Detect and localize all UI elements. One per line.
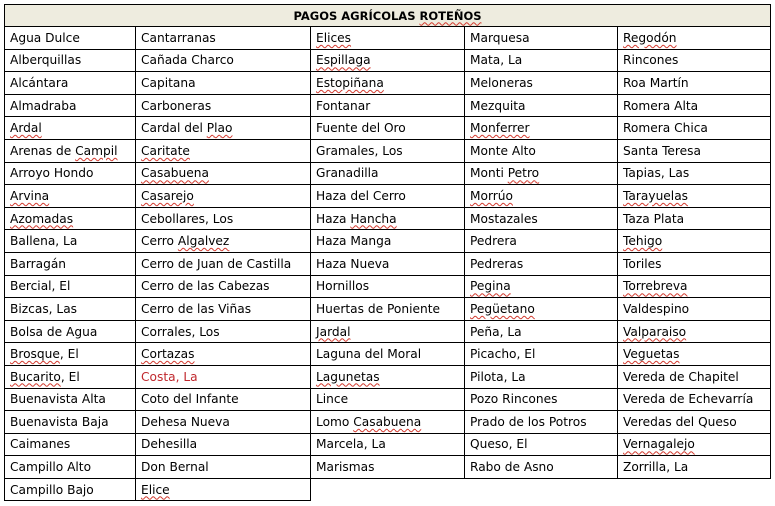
table-row	[5, 252, 771, 275]
pago-cell	[465, 411, 618, 434]
pago-name: Pilota, La	[470, 369, 526, 384]
pago-name: Monferrer	[470, 121, 530, 136]
pago-name: Lagunetas	[316, 369, 380, 384]
pago-name: Brosque, El	[10, 347, 79, 362]
pago-name: Corrales, Los	[141, 324, 220, 339]
pago-name: Alcántara	[10, 75, 69, 90]
pago-cell	[311, 433, 465, 456]
pago-cell	[465, 49, 618, 72]
pago-name: Costa, La	[141, 369, 198, 384]
pago-name: Elices	[316, 30, 352, 45]
pago-name: Arroyo Hondo	[10, 166, 94, 181]
pago-cell	[136, 433, 311, 456]
pago-cell	[311, 185, 465, 208]
pago-cell	[465, 139, 618, 162]
table-header-row	[5, 5, 771, 27]
pago-cell	[136, 72, 311, 95]
pago-name: Romera Chica	[623, 121, 708, 136]
pago-cell	[618, 117, 771, 140]
table-row	[5, 27, 771, 50]
pago-cell	[465, 162, 618, 185]
pago-cell	[136, 252, 311, 275]
pago-name: Vereda de Echevarría	[623, 392, 754, 407]
pago-cell	[5, 252, 136, 275]
pago-cell	[136, 139, 311, 162]
pago-name: Espillaga	[316, 53, 371, 68]
pago-name: Cañada Charco	[141, 53, 234, 68]
pago-name: Vereda de Chapitel	[623, 369, 739, 384]
pago-name: Rabo de Asno	[470, 460, 554, 475]
pago-name: Lince	[316, 392, 349, 407]
pago-cell	[465, 275, 618, 298]
pago-name: Alberquillas	[10, 53, 82, 68]
empty-cell	[311, 478, 465, 501]
pago-name: Meloneras	[470, 75, 533, 90]
table-row	[5, 94, 771, 117]
pago-name: Casarejo	[141, 188, 194, 203]
table-title-part: ROTEÑOS	[419, 8, 482, 23]
pago-cell	[618, 343, 771, 366]
pago-name: Bercial, El	[10, 279, 71, 294]
pago-cell	[311, 298, 465, 321]
pago-cell	[5, 478, 136, 501]
pago-cell	[5, 49, 136, 72]
pago-cell	[618, 411, 771, 434]
pago-cell	[465, 456, 618, 479]
pago-cell	[136, 275, 311, 298]
pago-cell	[136, 185, 311, 208]
pago-cell	[618, 230, 771, 253]
pago-cell	[136, 230, 311, 253]
pago-name: Monte Alto	[470, 143, 536, 158]
pago-name: Pozo Rincones	[470, 392, 558, 407]
pago-cell	[618, 456, 771, 479]
pago-cell	[311, 27, 465, 50]
pago-cell	[136, 343, 311, 366]
pago-name: Cerro Algalvez	[141, 234, 230, 249]
pago-cell	[311, 139, 465, 162]
table-row	[5, 117, 771, 140]
pago-name: Gramales, Los	[316, 143, 403, 158]
pago-name: Casabuena	[141, 166, 209, 181]
pago-name: Taza Plata	[623, 211, 685, 226]
pago-cell	[136, 27, 311, 50]
pago-cell	[311, 365, 465, 388]
pago-name: Cerro de las Cabezas	[141, 279, 270, 294]
pago-name: Cantarranas	[141, 30, 216, 45]
pago-cell	[311, 230, 465, 253]
pago-cell	[311, 388, 465, 411]
pago-name: Granadilla	[316, 166, 379, 181]
pago-name: Cerro de Juan de Castilla	[141, 256, 292, 271]
pago-cell	[465, 117, 618, 140]
pago-cell	[311, 252, 465, 275]
pago-cell	[618, 72, 771, 95]
pago-name: Cebollares, Los	[141, 211, 234, 226]
pago-name: Bolsa de Agua	[10, 324, 98, 339]
table-row	[5, 185, 771, 208]
pago-cell	[618, 94, 771, 117]
pago-name: Fontanar	[316, 98, 371, 113]
table-title	[5, 5, 771, 27]
pago-cell	[5, 298, 136, 321]
pago-name: Cortazas	[141, 347, 195, 362]
pago-name: Haza Manga	[316, 234, 392, 249]
empty-cell	[465, 478, 618, 501]
pago-cell	[5, 162, 136, 185]
pago-name: Mata, La	[470, 53, 523, 68]
pago-cell	[136, 478, 311, 501]
table-row	[5, 478, 771, 501]
pago-name: Marcela, La	[316, 437, 386, 452]
table-row	[5, 72, 771, 95]
pago-cell	[618, 162, 771, 185]
pago-name: Agua Dulce	[10, 30, 80, 45]
pago-cell	[5, 433, 136, 456]
pago-name: Pedreras	[470, 256, 524, 271]
pago-name: Haza del Cerro	[316, 188, 406, 203]
table-row	[5, 49, 771, 72]
pago-cell	[5, 320, 136, 343]
pago-name: Barragán	[10, 256, 67, 271]
pago-name: Pegüetano	[470, 301, 535, 316]
pago-cell	[136, 456, 311, 479]
pago-cell	[465, 343, 618, 366]
pago-cell	[465, 230, 618, 253]
pago-name: Torrebreva	[623, 279, 688, 294]
table-row	[5, 298, 771, 321]
pago-name: Cardal del Plao	[141, 121, 233, 136]
pago-cell	[136, 298, 311, 321]
pago-cell	[136, 320, 311, 343]
pago-cell	[311, 207, 465, 230]
pago-name: Azomadas	[10, 211, 74, 226]
pago-cell	[5, 27, 136, 50]
pago-name: Elice	[141, 482, 170, 497]
pago-name: Laguna del Moral	[316, 347, 422, 362]
pago-cell	[311, 456, 465, 479]
pago-name: Estopiñana	[316, 75, 384, 90]
table-row	[5, 433, 771, 456]
pago-name: Prado de los Potros	[470, 414, 587, 429]
table-row	[5, 365, 771, 388]
pago-cell	[136, 162, 311, 185]
pago-name: Pegina	[470, 279, 511, 294]
pago-name: Cerro de las Viñas	[141, 301, 252, 316]
pago-cell	[618, 27, 771, 50]
pago-cell	[5, 185, 136, 208]
pago-name: Haza Nueva	[316, 256, 390, 271]
pago-cell	[465, 72, 618, 95]
pago-cell	[311, 49, 465, 72]
table-row	[5, 139, 771, 162]
pago-cell	[5, 388, 136, 411]
pago-cell	[618, 433, 771, 456]
pago-name: Picacho, El	[470, 347, 536, 362]
pago-cell	[618, 298, 771, 321]
pago-name: Marismas	[316, 460, 375, 475]
empty-cell	[618, 478, 771, 501]
pago-cell	[311, 411, 465, 434]
pago-cell	[465, 433, 618, 456]
pago-name: Vernagalejo	[623, 437, 695, 452]
pago-cell	[136, 49, 311, 72]
pago-cell	[136, 117, 311, 140]
pago-name: Tarayuelas	[623, 188, 689, 203]
pago-name: Carboneras	[141, 98, 212, 113]
table-row	[5, 230, 771, 253]
pago-name: Hornillos	[316, 279, 370, 294]
pago-cell	[311, 320, 465, 343]
pago-cell	[618, 275, 771, 298]
pago-name: Ballena, La	[10, 234, 78, 249]
pago-cell	[465, 27, 618, 50]
table-row	[5, 456, 771, 479]
pago-cell	[311, 72, 465, 95]
pago-cell	[5, 275, 136, 298]
pago-cell	[618, 185, 771, 208]
pago-name: Coto del Infante	[141, 392, 239, 407]
pago-cell	[618, 49, 771, 72]
pago-cell	[465, 252, 618, 275]
pago-cell	[311, 162, 465, 185]
pago-name: Caimanes	[10, 437, 71, 452]
pago-cell	[465, 365, 618, 388]
pago-cell	[5, 139, 136, 162]
pago-cell	[5, 343, 136, 366]
pago-name: Campillo Alto	[10, 460, 92, 475]
pago-name: Jardal	[316, 324, 351, 339]
pago-cell	[5, 411, 136, 434]
pago-cell	[5, 456, 136, 479]
pago-name: Veguetas	[623, 347, 680, 362]
pago-name: Pedrera	[470, 234, 517, 249]
pagos-table	[4, 4, 771, 501]
pago-cell	[136, 207, 311, 230]
pago-cell	[618, 139, 771, 162]
pago-name: Caritate	[141, 143, 190, 158]
pago-name: Bucarito, El	[10, 369, 80, 384]
pago-name: Romera Alta	[623, 98, 699, 113]
pagos-table-body	[5, 5, 771, 501]
pago-name: Valparaiso	[623, 324, 687, 339]
pago-cell	[618, 252, 771, 275]
pago-name: Santa Teresa	[623, 143, 701, 158]
pago-name: Marquesa	[470, 30, 530, 45]
pago-cell	[136, 365, 311, 388]
pago-cell	[311, 94, 465, 117]
pago-cell	[465, 388, 618, 411]
pago-name: Capitana	[141, 75, 196, 90]
pago-cell	[5, 94, 136, 117]
pago-name: Don Bernal	[141, 460, 209, 475]
pago-name: Bizcas, Las	[10, 301, 78, 316]
pago-name: Morrúo	[470, 188, 513, 203]
pago-name: Fuente del Oro	[316, 121, 406, 136]
pago-name: Almadraba	[10, 98, 77, 113]
pago-name: Regodón	[623, 30, 677, 45]
pago-name: Peña, La	[470, 324, 522, 339]
pago-name: Tehigo	[623, 234, 663, 249]
table-row	[5, 275, 771, 298]
pago-name: Buenavista Baja	[10, 414, 109, 429]
pago-cell	[311, 343, 465, 366]
pago-name: Queso, El	[470, 437, 528, 452]
pago-cell	[5, 230, 136, 253]
pago-name: Arenas de Campil	[10, 143, 118, 158]
pago-name: Veredas del Queso	[623, 414, 737, 429]
pago-cell	[136, 411, 311, 434]
pago-cell	[311, 117, 465, 140]
pago-cell	[465, 207, 618, 230]
pago-name: Mostazales	[470, 211, 538, 226]
table-row	[5, 411, 771, 434]
pago-name: Ardal	[10, 121, 42, 136]
pago-name: Huertas de Poniente	[316, 301, 440, 316]
pago-cell	[618, 207, 771, 230]
table-row	[5, 320, 771, 343]
pago-cell	[5, 365, 136, 388]
table-row	[5, 388, 771, 411]
pago-name: Haza Hancha	[316, 211, 397, 226]
table-row	[5, 162, 771, 185]
pago-name: Dehesa Nueva	[141, 414, 230, 429]
pago-cell	[618, 365, 771, 388]
pago-cell	[311, 275, 465, 298]
pago-cell	[465, 320, 618, 343]
pago-name: Campillo Bajo	[10, 482, 94, 497]
pago-cell	[465, 94, 618, 117]
pago-name: Lomo Casabuena	[316, 414, 422, 429]
pago-name: Zorrilla, La	[623, 460, 689, 475]
pago-cell	[136, 94, 311, 117]
pago-cell	[618, 320, 771, 343]
pago-cell	[465, 185, 618, 208]
pago-cell	[136, 388, 311, 411]
table-row	[5, 207, 771, 230]
pago-name: Buenavista Alta	[10, 392, 106, 407]
table-row	[5, 343, 771, 366]
pago-name: Tapias, Las	[623, 166, 690, 181]
pago-cell	[5, 117, 136, 140]
pago-cell	[5, 72, 136, 95]
pago-name: Rincones	[623, 53, 679, 68]
pago-name: Toriles	[623, 256, 662, 271]
pago-name: Mezquita	[470, 98, 526, 113]
pago-name: Dehesilla	[141, 437, 198, 452]
pago-cell	[465, 298, 618, 321]
pago-name: Monti Petro	[470, 166, 540, 181]
pago-cell	[5, 207, 136, 230]
pago-name: Roa Martín	[623, 75, 689, 90]
pago-name: Valdespino	[623, 301, 690, 316]
pago-name: Arvina	[10, 188, 50, 203]
table-title-part: PAGOS AGRÍCOLAS	[293, 8, 420, 23]
pago-cell	[618, 388, 771, 411]
